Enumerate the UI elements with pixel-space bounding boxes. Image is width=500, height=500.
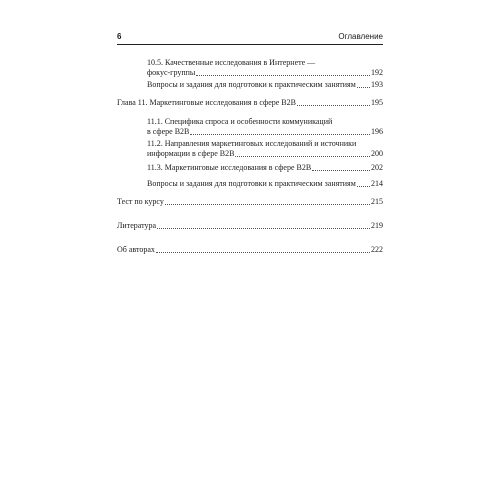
dot-leader xyxy=(157,228,370,229)
toc-entry-text: Тест по курсу xyxy=(117,197,164,206)
toc-entry-text: Вопросы и задания для подготовки к практическим занятиям xyxy=(147,80,356,89)
toc-page-number: 222 xyxy=(371,245,383,254)
toc-entry-text: информации в сфере B2B xyxy=(147,149,235,158)
toc-entry-11-2[interactable] xyxy=(147,139,383,159)
dot-leader xyxy=(156,252,370,253)
toc-entry-questions-10[interactable] xyxy=(147,80,383,90)
toc-entry-questions-11[interactable] xyxy=(147,179,383,189)
page-number: 6 xyxy=(117,32,122,41)
toc-entry-first-line: 11.1. Специфика спроса и особенности коммуникаций xyxy=(147,117,333,126)
running-title: Оглавление xyxy=(338,32,383,41)
toc-page-number: 195 xyxy=(371,98,383,107)
toc-entry-authors[interactable] xyxy=(117,245,383,255)
toc-entry-11-1[interactable] xyxy=(147,117,383,137)
toc-entry-11-3[interactable] xyxy=(147,163,383,173)
dot-leader xyxy=(297,105,370,106)
dot-leader xyxy=(357,186,370,187)
running-header xyxy=(117,30,383,45)
toc-entry-chapter-11[interactable] xyxy=(117,98,383,108)
toc-entry-text: Об авторах xyxy=(117,245,155,254)
toc-entry-first-line: 11.2. Направления маркетинговых исследований и источники xyxy=(147,139,357,148)
toc-page-number: 196 xyxy=(371,127,383,136)
toc-entry-test[interactable] xyxy=(117,197,383,207)
toc-entry-text: Глава 11. Маркетинговые исследования в сфере B2B xyxy=(117,98,296,107)
dot-leader xyxy=(190,134,370,135)
toc-page-number: 192 xyxy=(371,68,383,77)
toc-entry-first-line: 10.5. Качественные исследования в Интернете — xyxy=(147,58,316,67)
toc-entry-text: Вопросы и задания для подготовки к практическим занятиям xyxy=(147,179,356,188)
dot-leader xyxy=(357,87,370,88)
toc-page-number: 214 xyxy=(371,179,383,188)
toc-page-number: 193 xyxy=(371,80,383,89)
dot-leader xyxy=(165,204,370,205)
toc-entry-10-5[interactable] xyxy=(147,58,383,78)
toc-entry-text: в сфере B2B xyxy=(147,127,190,136)
toc-page-number: 219 xyxy=(371,221,383,230)
dot-leader xyxy=(312,170,370,171)
dot-leader xyxy=(196,75,370,76)
toc-entry-text: Литература xyxy=(117,221,157,230)
toc-page-number: 200 xyxy=(371,149,383,158)
toc-entry-text: 11.3. Маркетинговые исследования в сфере B2B xyxy=(147,163,312,172)
toc-entry-text: фокус-группы xyxy=(147,68,196,77)
dot-leader xyxy=(235,156,370,157)
toc-entry-literature[interactable] xyxy=(117,221,383,231)
toc-page-number: 202 xyxy=(371,163,383,172)
toc-page-number: 215 xyxy=(371,197,383,206)
